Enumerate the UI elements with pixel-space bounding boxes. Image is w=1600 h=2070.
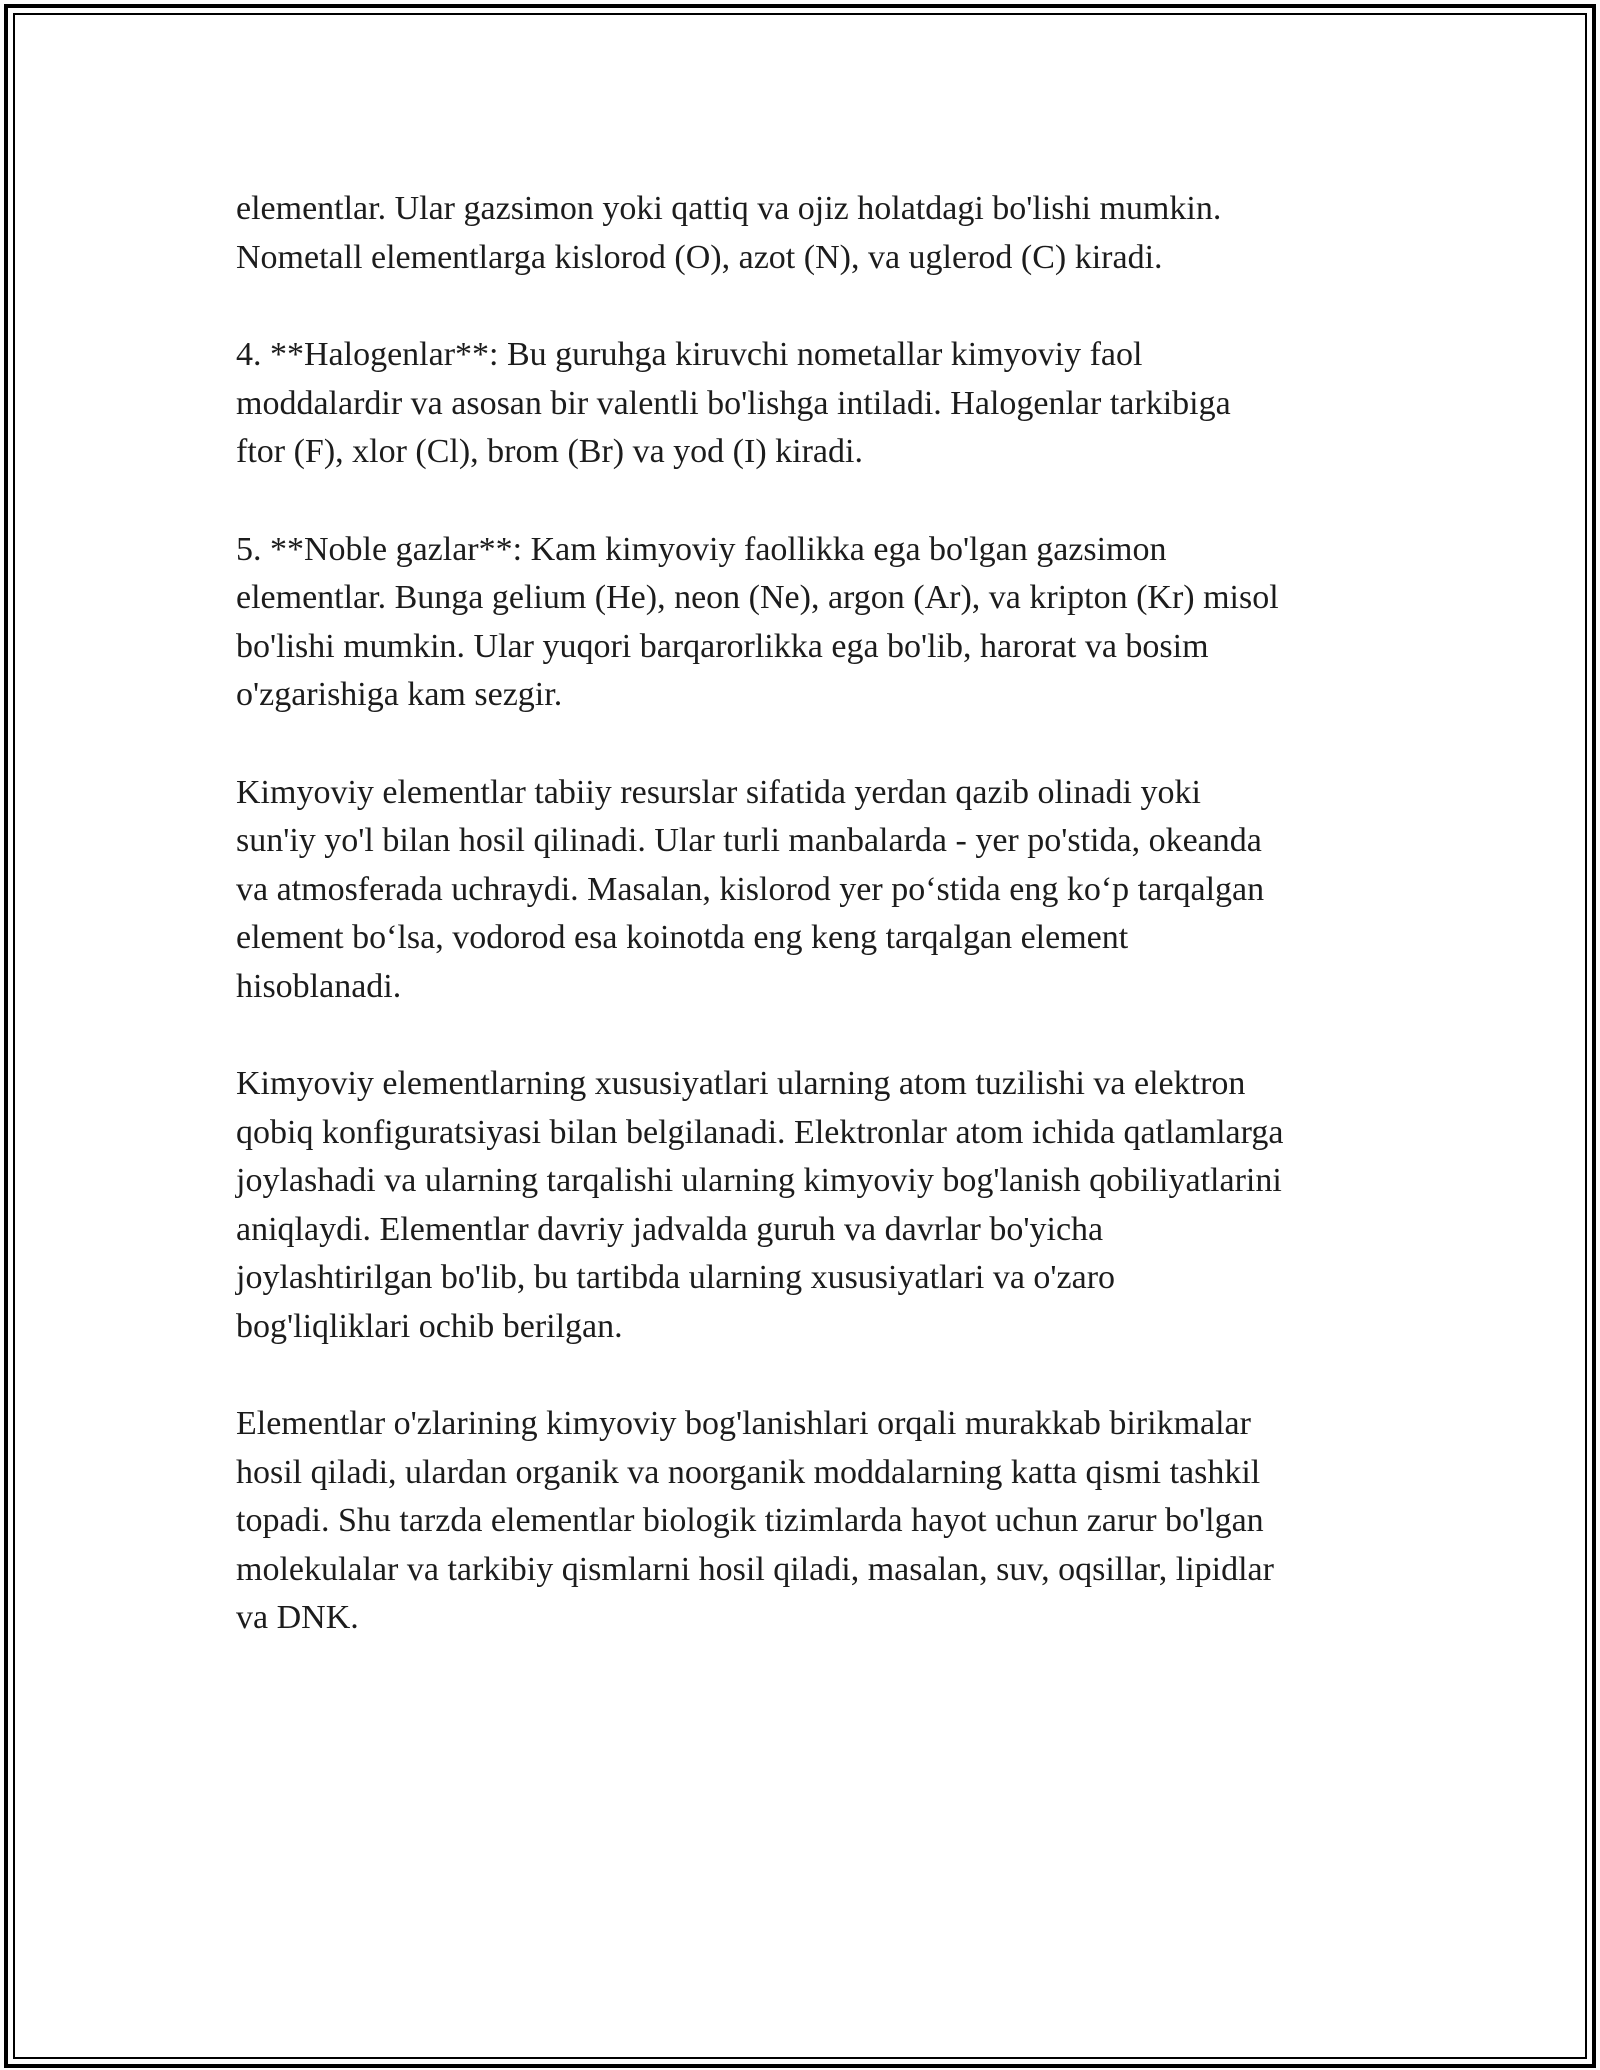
paragraph-natural-resources	[236, 769, 1376, 1012]
text-line: Kimyoviy elementlar tabiiy resurslar sifatida yerdan qazib olinadi yoki	[236, 773, 1201, 811]
text-line: element bo‘lsa, vodorod esa koinotda eng keng tarqalgan element	[236, 919, 1129, 956]
text-line: va atmosferada uchraydi. Masalan, kislorod yer po‘stida eng ko‘p tarqalgan	[236, 870, 1265, 908]
text-line: Elementlar o'zlarining kimyoviy bog'lanishlari orqali murakkab birikmalar	[236, 1405, 1251, 1442]
text-line: Nometall elementlarga kislorod (O), azot (N), va uglerod (C) kiradi.	[236, 238, 1163, 276]
text-line: bog'liqliklari ochib berilgan.	[236, 1307, 623, 1345]
text-line: ftor (F), xlor (Cl), brom (Br) va yod (I) kiradi.	[236, 433, 863, 470]
text-line: molekulalar va tarkibiy qismlarni hosil qiladi, masalan, suv, oqsillar, lipidlar	[236, 1550, 1274, 1588]
text-line: qobiq konfiguratsiyasi bilan belgilanadi. Elektronlar atom ichida qatlamlarga	[236, 1113, 1284, 1151]
text-line: bo'lishi mumkin. Ular yuqori barqarorlikka ega bo'lib, harorat va bosim	[236, 627, 1209, 665]
text-line: o'zgarishiga kam sezgir.	[236, 676, 563, 713]
paragraph-atomic-structure	[236, 1060, 1376, 1351]
text-line: elementlar. Bunga gelium (He), neon (Ne), argon (Ar), va kripton (Kr) misol	[236, 579, 1279, 616]
text-line: 5. **Noble gazlar**: Kam kimyoviy faollikka ega bo'lgan gazsimon	[236, 530, 1167, 568]
text-line: hisoblanadi.	[236, 967, 402, 1005]
text-line: topadi. Shu tarzda elementlar biologik tizimlarda hayot uchun zarur bo'lgan	[236, 1502, 1264, 1539]
text-line: joylashadi va ularning tarqalishi ularning kimyoviy bog'lanish qobiliyatlarini	[236, 1162, 1282, 1199]
paragraph-nonmetals	[236, 185, 1376, 282]
text-line: 4. **Halogenlar**: Bu guruhga kiruvchi nometallar kimyoviy faol	[236, 336, 1143, 373]
text-line: moddalardir va asosan bir valentli bo'lishga intiladi. Halogenlar tarkibiga	[236, 384, 1231, 422]
paragraph-noble-gases	[236, 526, 1376, 720]
text-line: elementlar. Ular gazsimon yoki qattiq va ojiz holatdagi bo'lishi mumkin.	[236, 190, 1222, 227]
text-line: va DNK.	[236, 1599, 359, 1636]
text-line: sun'iy yo'l bilan hosil qilinadi. Ular turli manbalarda - yer po'stida, okeanda	[236, 822, 1262, 859]
text-line: joylashtirilgan bo'lib, bu tartibda ularning xususiyatlari va o'zaro	[236, 1259, 1116, 1296]
text-line: Kimyoviy elementlarning xususiyatlari ularning atom tuzilishi va elektron	[236, 1065, 1246, 1102]
text-line: hosil qiladi, ulardan organik va noorganik moddalarning katta qismi tashkil	[236, 1453, 1261, 1491]
document-body	[236, 185, 1376, 1692]
text-line: aniqlaydi. Elementlar davriy jadvalda guruh va davrlar bo'yicha	[236, 1210, 1104, 1248]
paragraph-compounds	[236, 1400, 1376, 1643]
paragraph-halogens	[236, 331, 1376, 477]
